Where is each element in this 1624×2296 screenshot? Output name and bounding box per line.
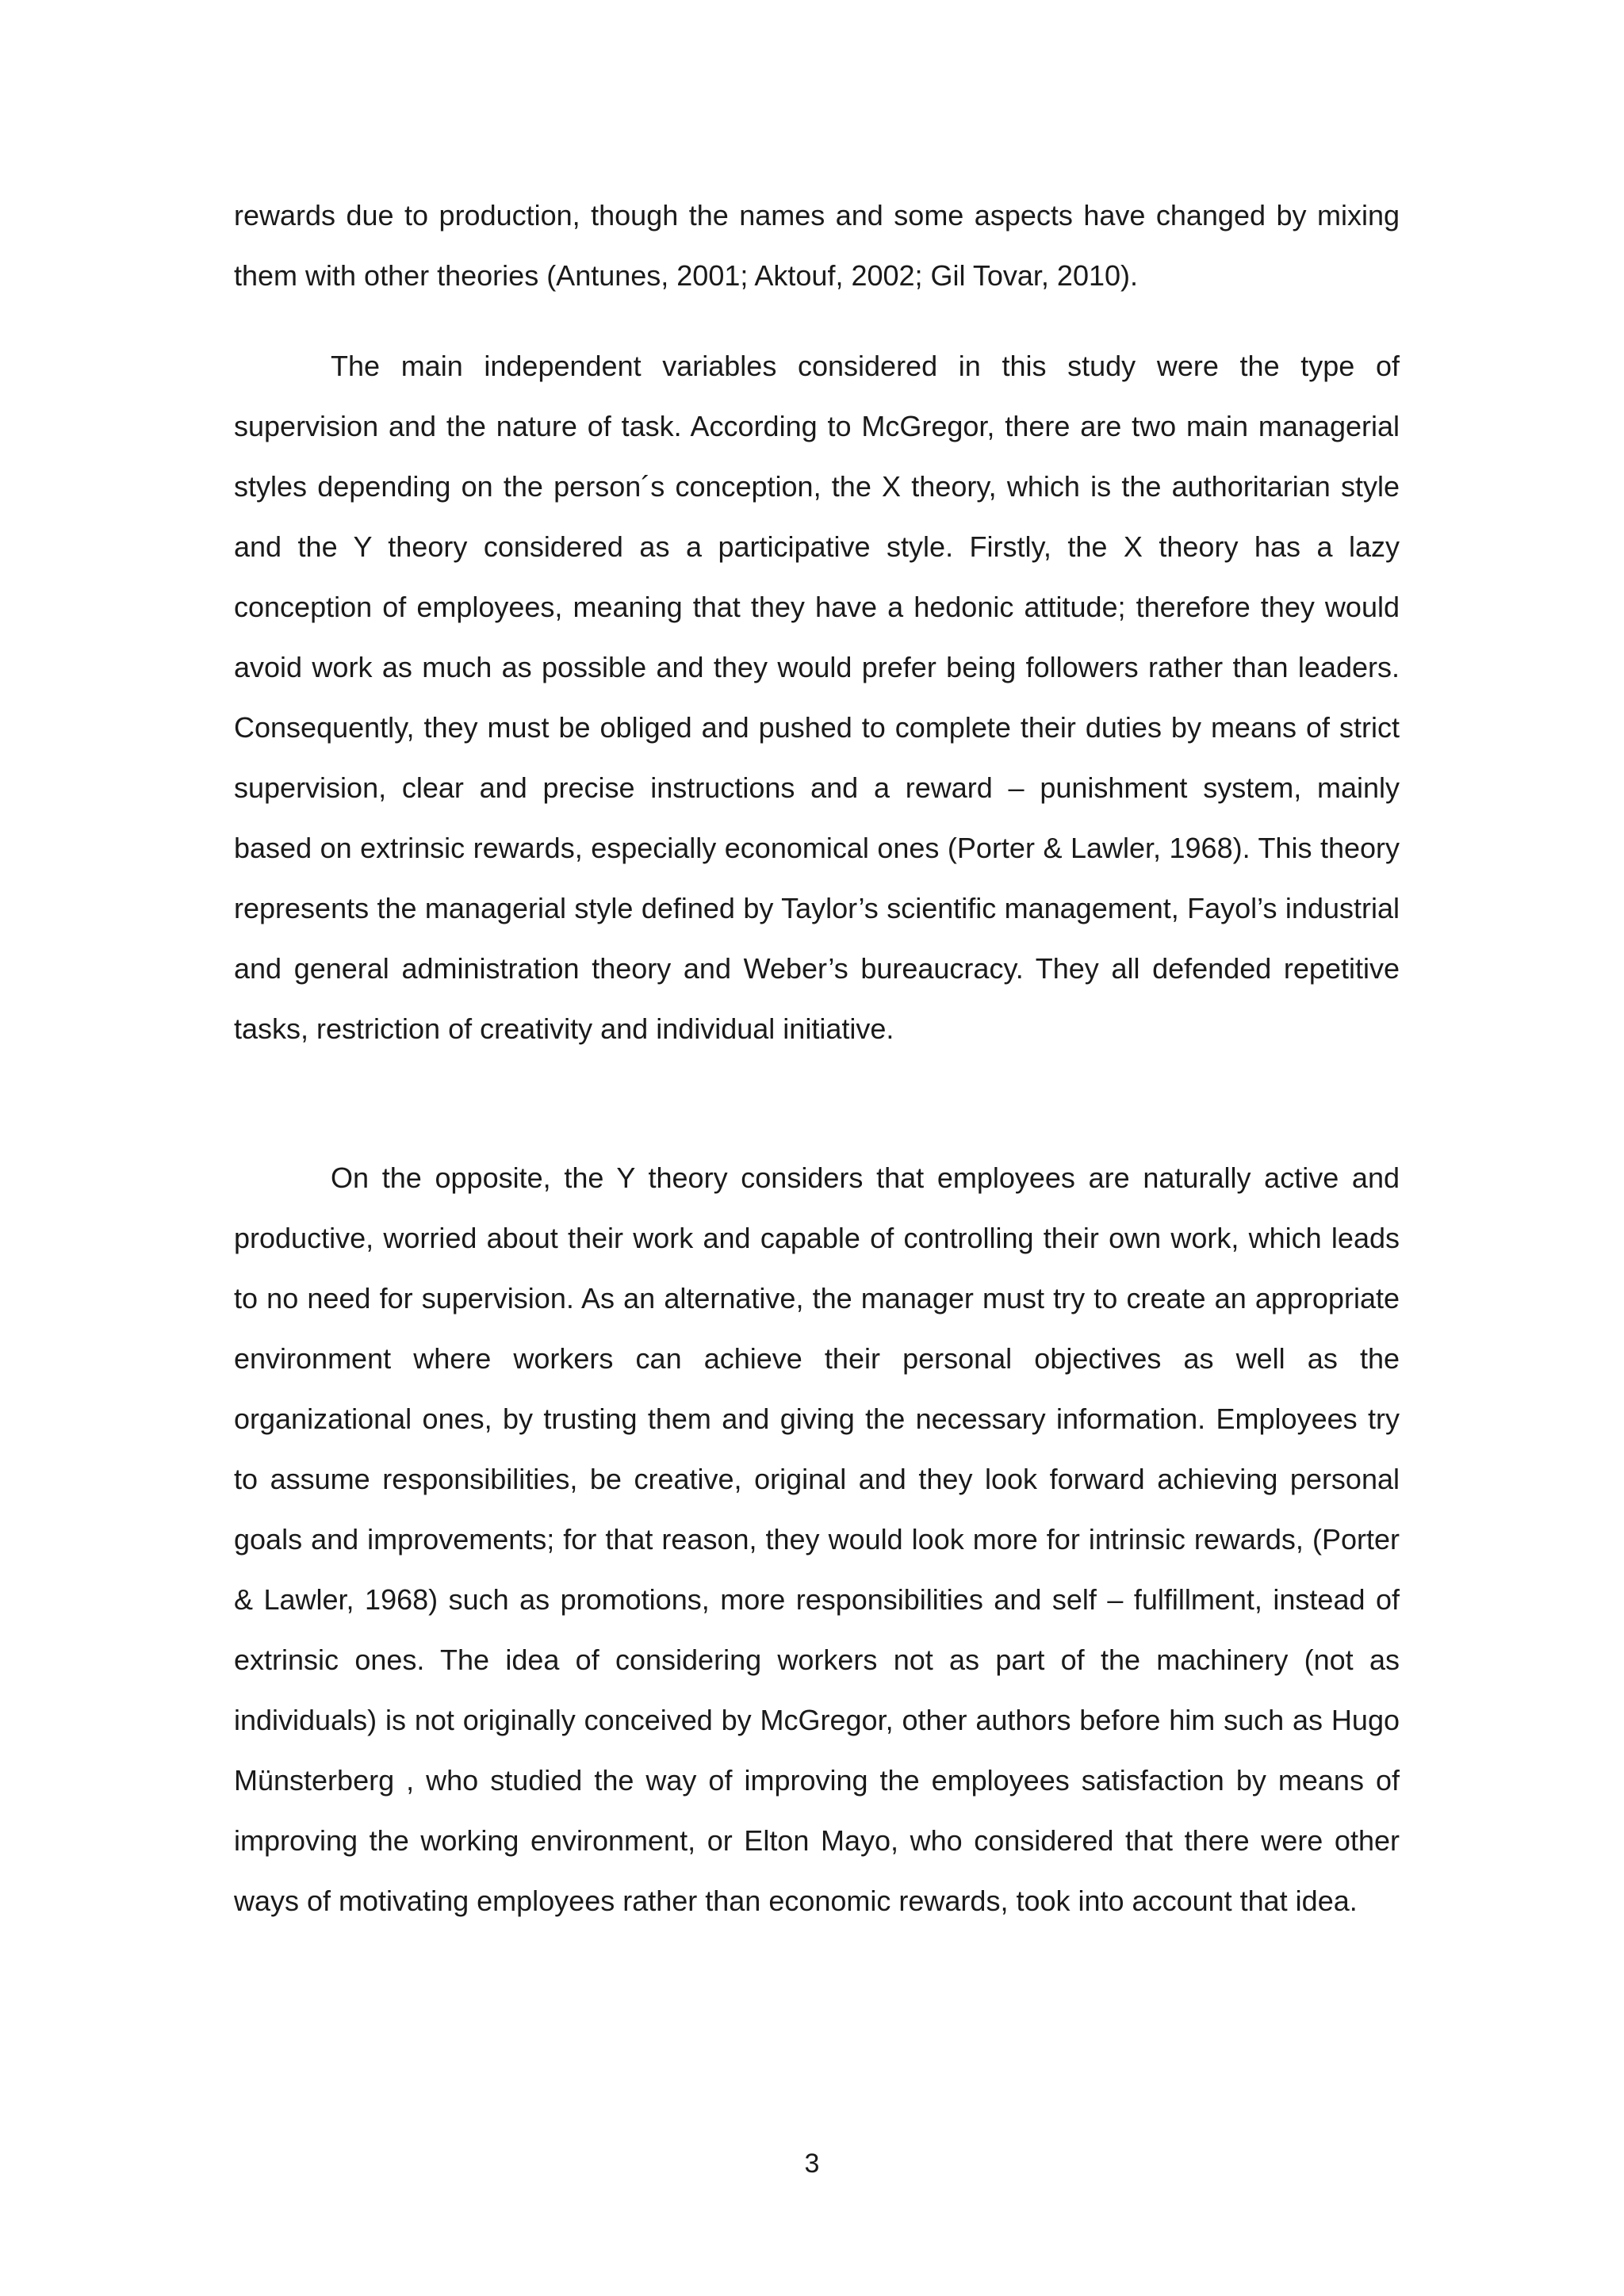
paragraph-1-text: rewards due to production, though the names and some aspects have changed by mixing them with other theories (Antunes, 2001; Aktouf, 2002; Gil Tovar, 2010). xyxy=(234,199,1400,292)
paragraph-2-text: The main independent variables considered in this study were the type of supervision and the nature of task. According to McGregor, there are two main managerial styles depending on the person´s conception, the X theory, which is the authoritarian style and the Y theory considered as a participative style. Firstly, the X theory has a lazy conception of employees, meaning that they have a hedonic attitude; therefore they would avoid work as much as possible and they would prefer being followers rather than leaders. Consequently, they must be obliged and pushed to complete their duties by means of strict supervision, clear and precise instructions and a reward – punishment system, mainly based on extrinsic rewards, especially economical ones (Porter & Lawler, 1968). This theory represents the managerial style defined by Taylor’s scientific management, Fayol’s industrial and general administration theory and Weber’s bureaucracy. They all defended repetitive tasks, restriction of creativity and individual initiative. xyxy=(234,350,1400,1045)
paragraph-theory-y xyxy=(234,1148,1400,1931)
paragraph-continuation xyxy=(234,186,1400,306)
page-number: 3 xyxy=(804,2149,820,2179)
paragraph-3-text: On the opposite, the Y theory considers that employees are naturally active and productive, worried about their work and capable of controlling their own work, which leads to no need for supervision. As an alternative, the manager must try to create an appropriate environment where workers can achieve their personal objectives as well as the organizational ones, by trusting them and giving the necessary information. Employees try to assume responsibilities, be creative, original and they look forward achieving personal goals and improvements; for that reason, they would look more for intrinsic rewards, (Porter & Lawler, 1968) such as promotions, more responsibilities and self – fulfillment, instead of extrinsic ones. The idea of considering workers not as part of the machinery (not as individuals) is not originally conceived by McGregor, other authors before him such as Hugo Münsterberg , who studied the way of improving the employees satisfaction by means of improving the working environment, or Elton Mayo, who considered that there were other ways of motivating employees rather than economic rewards, took into account that idea. xyxy=(234,1161,1400,1917)
paragraph-theory-x xyxy=(234,336,1400,1059)
